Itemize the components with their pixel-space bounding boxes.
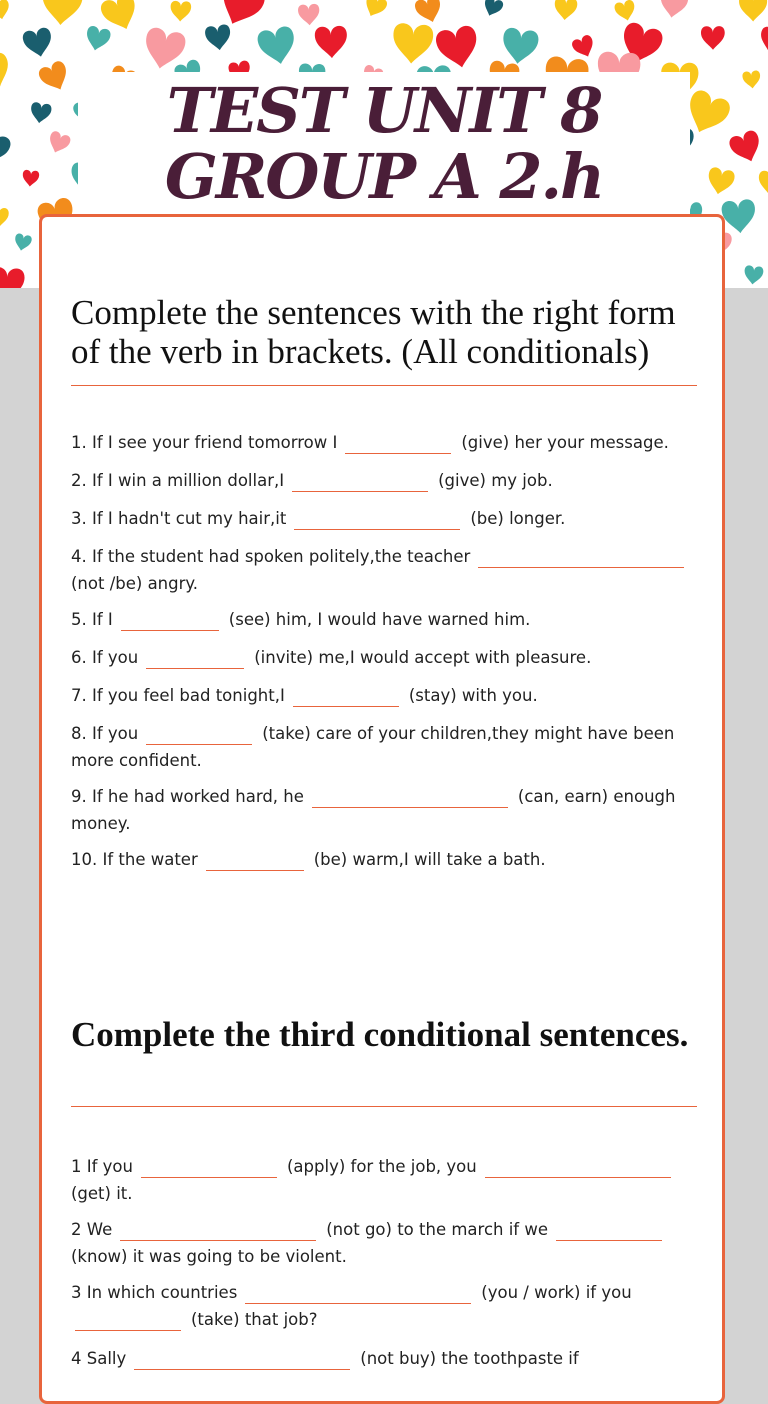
- heart-icon: [739, 0, 767, 22]
- answer-blank-2[interactable]: [292, 471, 428, 492]
- section-third-conditional: [71, 1015, 697, 1368]
- answer-blank-4a[interactable]: [134, 1349, 350, 1370]
- heart-icon: [721, 199, 757, 235]
- heart-icon: [0, 0, 12, 21]
- question-4: 4. If the student had spoken politely,the teacher(not /be) angry.: [71, 543, 697, 597]
- heart-icon: [0, 266, 25, 288]
- heart-icon: [13, 233, 33, 253]
- worksheet-card: [39, 214, 725, 1404]
- answer-blank-3a[interactable]: [245, 1283, 471, 1304]
- question-8: 8. If you (take) care of your children,they might have been more confident.: [71, 724, 675, 770]
- heart-icon: [614, 0, 638, 23]
- answer-blank-2a[interactable]: [120, 1220, 316, 1241]
- heart-icon: [701, 26, 725, 50]
- title-banner: [78, 72, 690, 217]
- heart-icon: [571, 34, 598, 61]
- question-1: 1 If you (apply) for the job, you(get) it.: [71, 1153, 697, 1207]
- answer-blank-9[interactable]: [312, 787, 508, 808]
- answer-blank-1b[interactable]: [485, 1157, 671, 1178]
- question-1: 1. If I see your friend tomorrow I (give) her your message.: [71, 433, 669, 452]
- question-10: 10. If the water (be) warm,I will take a bath.: [71, 850, 546, 869]
- heart-icon: [553, 0, 577, 21]
- heart-icon: [658, 0, 689, 20]
- question-7: 7. If you feel bad tonight,I (stay) with you.: [71, 686, 538, 705]
- section-divider: [71, 385, 697, 386]
- heart-icon: [204, 24, 232, 52]
- heart-icon: [83, 25, 111, 53]
- question-3: 3 In which countries (you / work) if you(take) that job?: [71, 1283, 632, 1329]
- heart-icon: [298, 3, 321, 26]
- heart-icon: [391, 23, 434, 65]
- answer-blank-6[interactable]: [146, 648, 244, 669]
- question-2: 2. If I win a million dollar,I (give) my job.: [71, 471, 553, 490]
- heart-icon: [742, 70, 762, 89]
- section-heading: Complete the third conditional sentences.: [71, 1015, 689, 1054]
- question-9: 9. If he had worked hard, he (can, earn) enough money.: [71, 787, 676, 833]
- heart-icon: [727, 129, 765, 167]
- answer-blank-8[interactable]: [146, 724, 252, 745]
- heart-icon: [757, 170, 768, 195]
- worksheet-title: TEST UNIT 8 GROUP A 2.h: [164, 74, 604, 213]
- heart-icon: [361, 0, 389, 20]
- answer-blank-1[interactable]: [345, 433, 451, 454]
- heart-icon: [481, 0, 505, 19]
- heart-icon: [0, 208, 9, 227]
- heart-icon: [45, 130, 71, 156]
- heart-icon: [40, 0, 83, 27]
- heart-icon: [0, 51, 15, 93]
- answer-blank-2b[interactable]: [556, 1220, 662, 1241]
- heart-icon: [22, 26, 55, 59]
- heart-icon: [0, 127, 13, 169]
- heart-icon: [29, 102, 52, 125]
- question-2: 2 We (not go) to the march if we(know) it was going to be violent.: [71, 1216, 697, 1270]
- heart-icon: [757, 26, 768, 55]
- heart-icon: [37, 59, 73, 95]
- heart-icon: [434, 24, 482, 71]
- heart-icon: [705, 166, 736, 197]
- section-divider: [71, 1106, 697, 1107]
- answer-blank-3[interactable]: [294, 509, 460, 530]
- heart-icon: [22, 170, 40, 188]
- heart-icon: [500, 27, 540, 66]
- heart-icon: [413, 0, 445, 26]
- heart-icon: [256, 25, 299, 68]
- answer-blank-1a[interactable]: [141, 1157, 277, 1178]
- answer-blank-10[interactable]: [206, 850, 304, 871]
- question-6: 6. If you (invite) me,I would accept with pleasure.: [71, 648, 592, 667]
- answer-blank-7[interactable]: [293, 686, 399, 707]
- question-5: 5. If I (see) him, I would have warned him.: [71, 610, 531, 629]
- heart-icon: [314, 25, 348, 58]
- heart-icon: [170, 1, 192, 22]
- section-heading: Complete the sentences with the right form of the verb in brackets. (All conditionals): [71, 293, 676, 371]
- answer-blank-4[interactable]: [478, 547, 684, 568]
- heart-icon: [743, 265, 764, 286]
- section-all-conditionals: [71, 293, 697, 869]
- answer-blank-5[interactable]: [121, 610, 219, 631]
- answer-blank-3b[interactable]: [75, 1310, 181, 1331]
- question-3: 3. If I hadn't cut my hair,it (be) longer.: [71, 509, 566, 528]
- question-4: 4 Sally (not buy) the toothpaste if: [71, 1349, 579, 1368]
